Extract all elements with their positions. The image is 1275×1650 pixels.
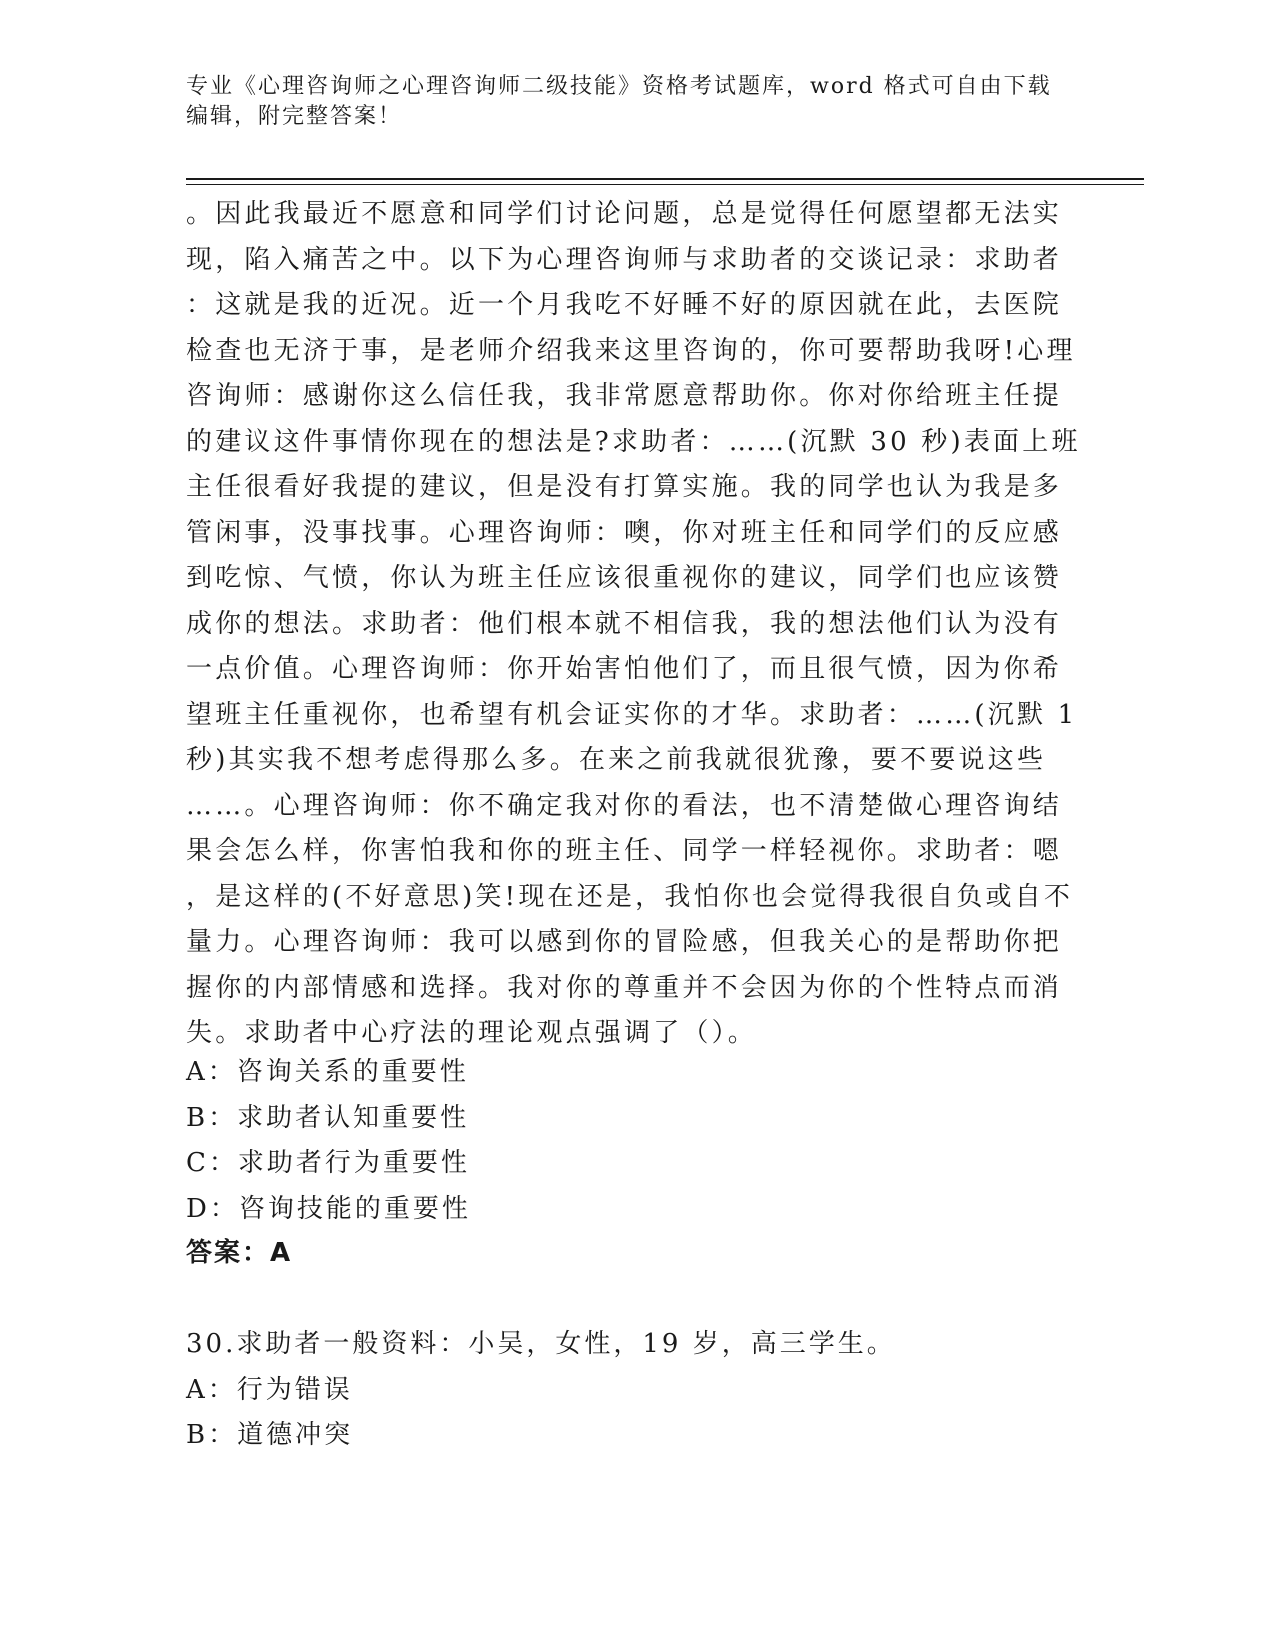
stem-line: 咨询师：感谢你这么信任我，我非常愿意帮助你。你对你给班主任提 [186,381,1063,411]
option-d: D：咨询技能的重要性 [186,1193,471,1224]
option-a: A：咨询关系的重要性 [186,1057,469,1087]
stem-line: 失。求助者中心疗法的理论观点强调了（）。 [186,1018,758,1048]
stem-line: 望班主任重视你，也希望有机会证实你的才华。求助者：……(沉默 1 [186,699,1078,730]
stem-line: 一点价值。心理咨询师：你开始害怕他们了，而且很气愤，因为你希 [186,654,1063,684]
document-header [186,72,1066,132]
option-b: B：道德冲突 [186,1420,354,1450]
stem-line: ：这就是我的近况。近一个月我吃不好睡不好的原因就在此，去医院 [186,290,1063,320]
stem-line: 果会怎么样，你害怕我和你的班主任、同学一样轻视你。求助者：嗯 [186,836,1063,866]
stem-line: 的建议这件事情你现在的想法是?求助者：……(沉默 30 秒)表面上班 [186,426,1081,457]
header-divider-thin [186,184,1144,185]
header-line-1: 专业《心理咨询师之心理咨询师二级技能》资格考试题库，word 格式可自由下载 [186,74,1052,99]
stem-line: 到吃惊、气愤，你认为班主任应该很重视你的建议，同学们也应该赞 [186,563,1063,593]
header-line-2: 编辑，附完整答案！ [186,104,403,129]
stem-line: 管闲事，没事找事。心理咨询师：噢，你对班主任和同学们的反应感 [186,517,1063,548]
stem-line: 主任很看好我提的建议，但是没有打算实施。我的同学也认为我是多 [186,472,1063,502]
stem-line: 现，陷入痛苦之中。以下为心理咨询师与求助者的交谈记录：求助者 [186,244,1063,275]
stem-line: ，是这样的(不好意思)笑!现在还是，我怕你也会觉得我很自负或自不 [186,881,1074,912]
question-29-answer: 答案：A [186,1238,293,1268]
option-a: A：行为错误 [186,1374,353,1405]
option-c: C：求助者行为重要性 [186,1148,470,1178]
question-30 [186,1322,896,1459]
option-b: B：求助者认知重要性 [186,1102,470,1133]
question-29-options [186,1050,471,1232]
question-30-stem: 30.求助者一般资料：小吴，女性，19 岁，高三学生。 [186,1329,896,1359]
stem-line: 秒)其实我不想考虑得那么多。在来之前我就很犹豫，要不要说这些 [186,745,1047,775]
question-29-stem [186,192,1081,1057]
header-divider-thick [186,178,1144,180]
stem-line: 量力。心理咨询师：我可以感到你的冒险感，但我关心的是帮助你把 [186,927,1063,957]
stem-line: 握你的内部情感和选择。我对你的尊重并不会因为你的个性特点而消 [186,972,1063,1003]
stem-line: 成你的想法。求助者：他们根本就不相信我，我的想法他们认为没有 [186,608,1063,639]
stem-line: ……。心理咨询师：你不确定我对你的看法，也不清楚做心理咨询结 [186,790,1063,821]
stem-line: 检查也无济于事，是老师介绍我来这里咨询的，你可要帮助我呀!心理 [186,335,1076,366]
stem-line: 。因此我最近不愿意和同学们讨论问题，总是觉得任何愿望都无法实 [186,199,1063,229]
